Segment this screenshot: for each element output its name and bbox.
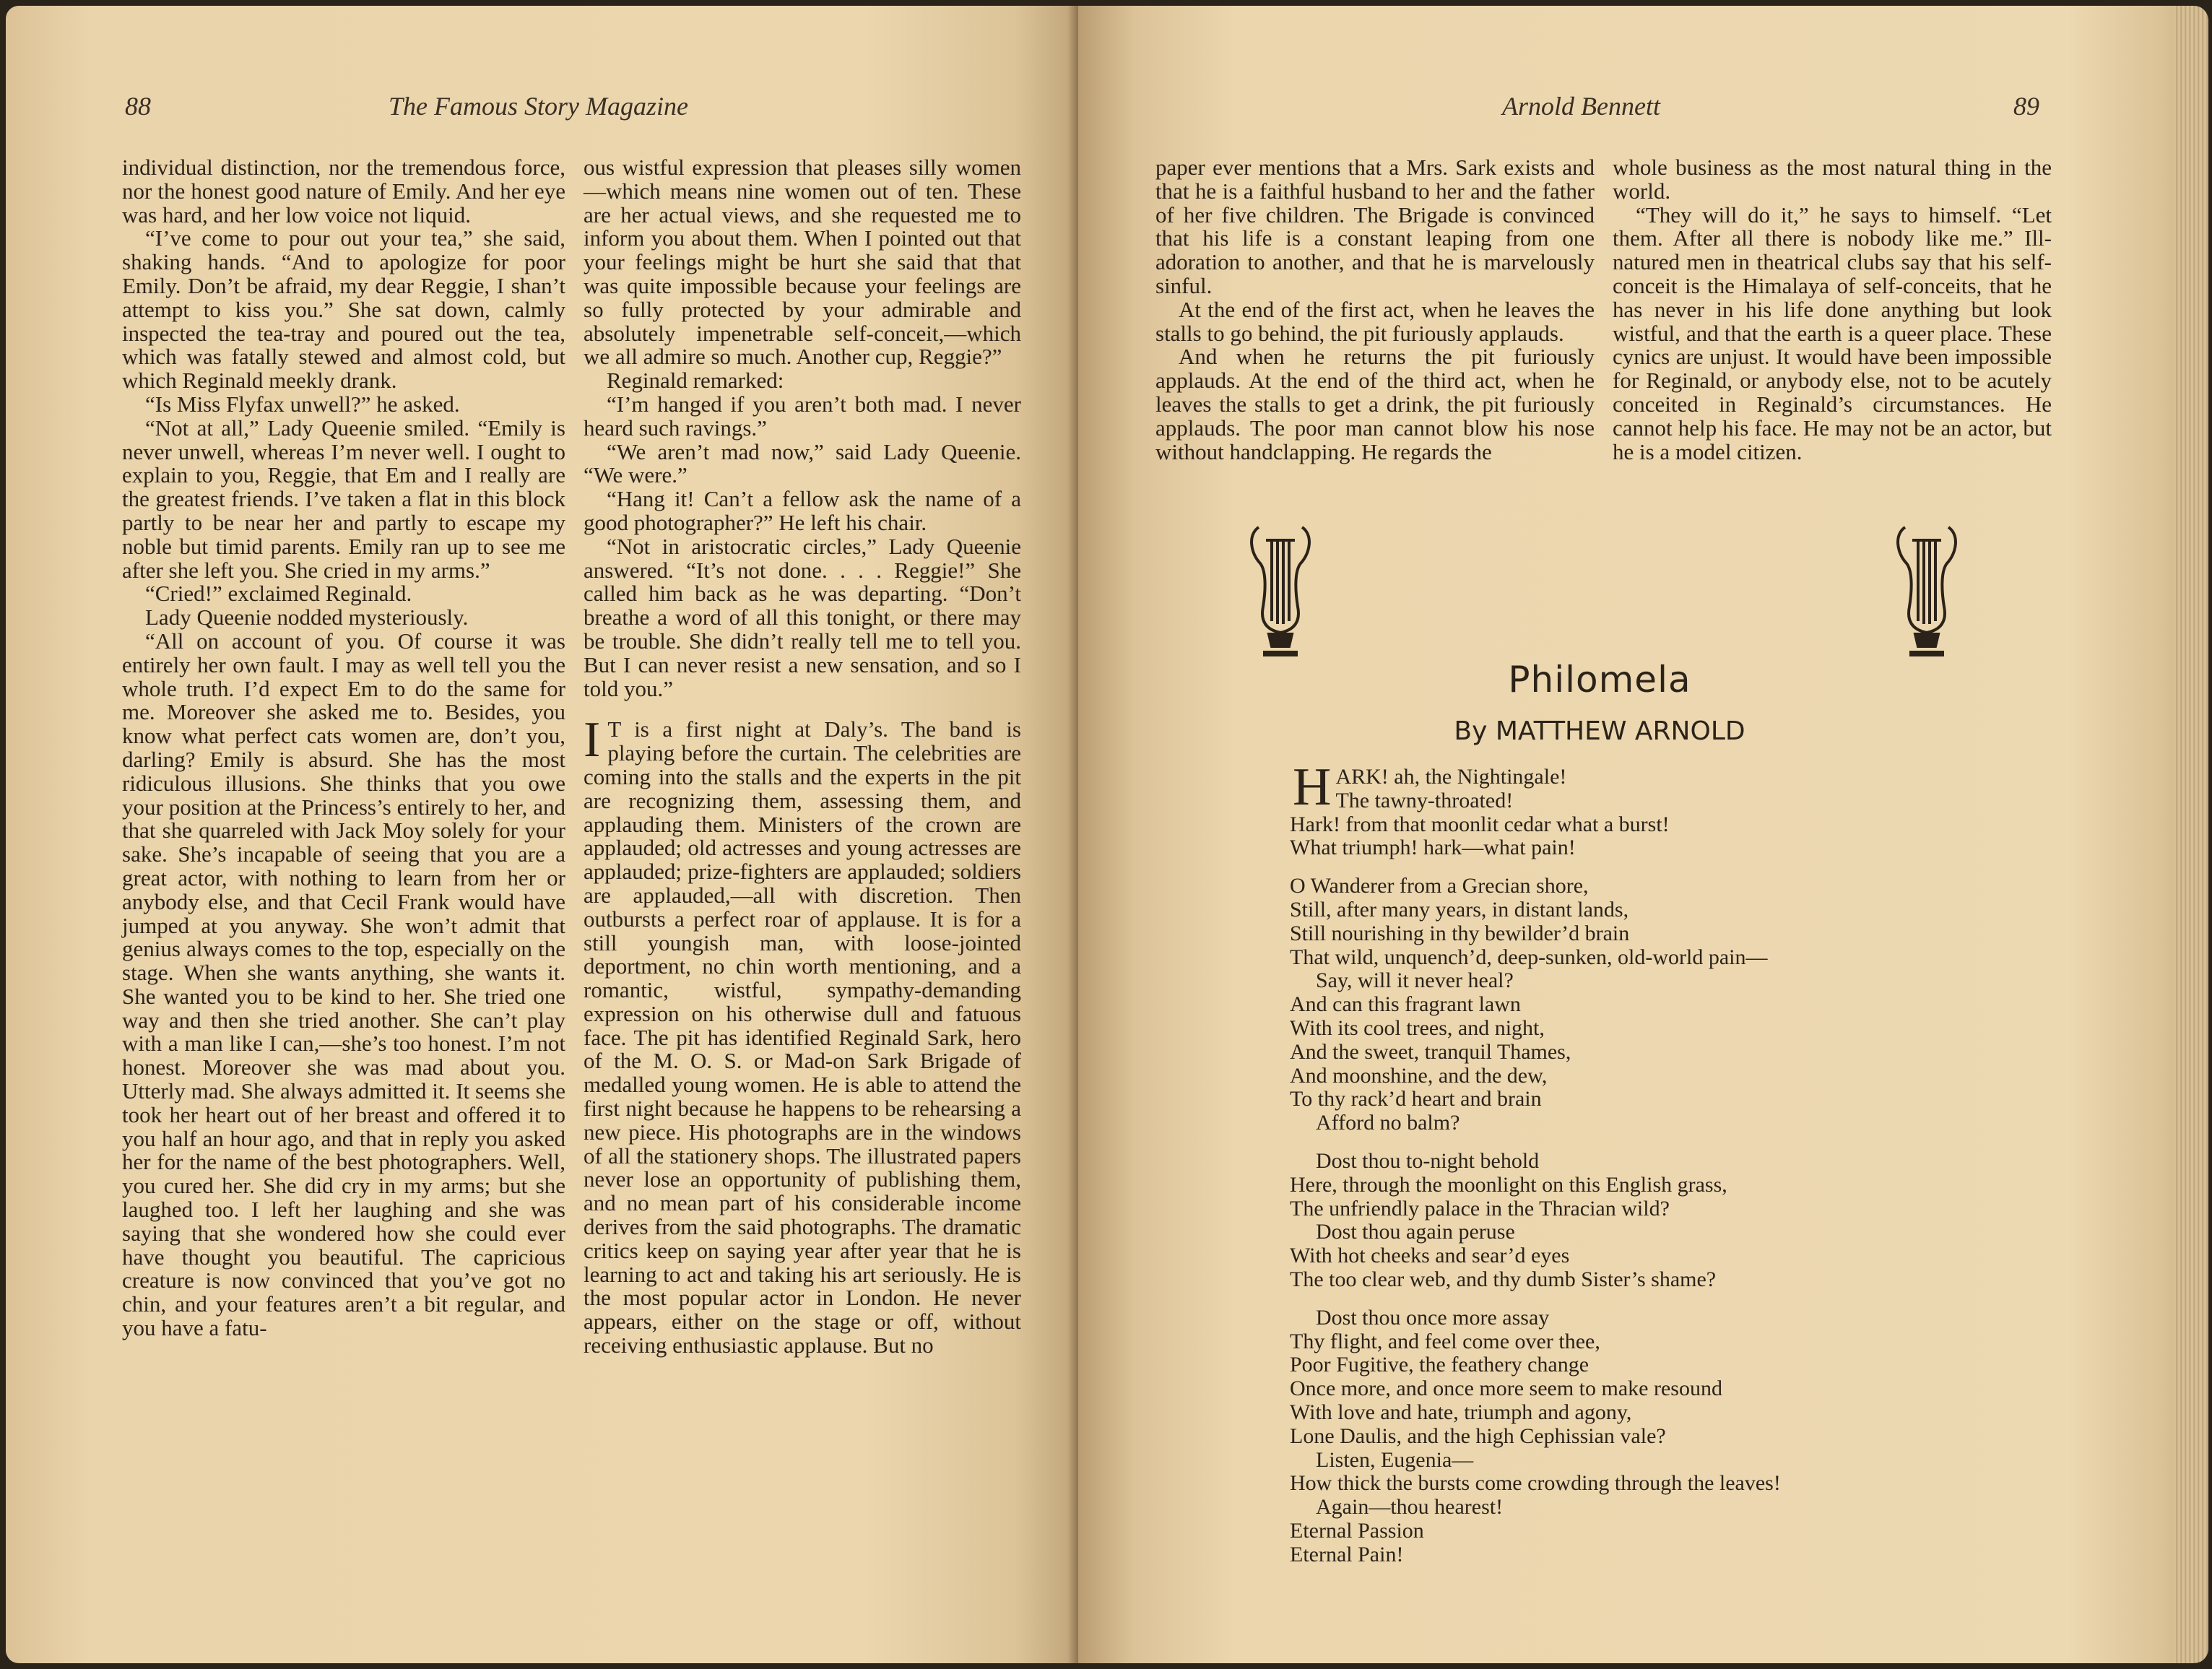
poem-line: Lone Daulis, and the high Cephissian vale?: [1290, 1423, 1666, 1448]
stanza-gap: [1290, 1292, 1781, 1306]
paragraph: paper ever mentions that a Mrs. Sark exists and that he is a faithful husband to her and the father of her five children. The Brigade is convinced that his life is a constant leaping from one adoration to another, and that he is marvelously sinful.: [1155, 155, 1595, 298]
poem-line: Hark! from that moonlit cedar what a burst!: [1290, 812, 1670, 836]
poem-line: And moonshine, and the dew,: [1290, 1063, 1548, 1088]
paragraph: “Is Miss Flyfax unwell?” he asked.: [145, 391, 460, 417]
right-column-1: [1155, 156, 1595, 464]
poem-line: And the sweet, tranquil Thames,: [1290, 1039, 1571, 1064]
poem-line: Dost thou to-night behold: [1316, 1148, 1540, 1173]
poem-drop-cap: H: [1293, 758, 1332, 817]
paragraph: individual distinction, nor the tremendous force, nor the honest good nature of Emily. And her eye was hard, and her low voice not liquid.: [122, 155, 565, 227]
poem-line: What triumph! hark—what pain!: [1290, 836, 1576, 860]
poem-line: Once more, and once more seem to make resound: [1290, 1377, 1722, 1401]
poem-line: ARK! ah, the Nightingale!: [1335, 765, 1567, 789]
poem-line: The too clear web, and thy dumb Sister’s shame?: [1290, 1267, 1717, 1291]
poem-line: Again—thou hearest!: [1316, 1495, 1504, 1520]
poem-line: Dost thou again peruse: [1316, 1220, 1515, 1244]
lyre-ornament-right-icon: [1891, 520, 1963, 664]
paragraph: whole business as the most natural thing in the world.: [1613, 155, 2052, 204]
paragraph: “I’ve come to pour out your tea,” she said, shaking hands. “And to apologize for poor Emily. Don’t be afraid, my dear Reggie, I shan’t attempt to kiss you.” She sat down, calmly inspected the tea-tray and poured out the tea, which was fatally stewed and almost cold, but which Reginald meekly drank.: [122, 225, 565, 394]
poem-line: Afford no balm?: [1316, 1111, 1460, 1135]
poem-line: The tawny-throated!: [1335, 788, 1514, 812]
poem-line: Dost thou once more assay: [1316, 1305, 1550, 1330]
paragraph: “We aren’t mad now,” said Lady Queenie. “We were.”: [584, 438, 1021, 488]
stanza-gap: [1290, 860, 1781, 875]
poem-title: Philomela: [1508, 659, 1691, 701]
poem-line: Say, will it never heal?: [1316, 968, 1514, 993]
poem-line: To thy rack’d heart and brain: [1290, 1087, 1542, 1111]
page-number-right: 89: [2013, 92, 2039, 121]
poem-line: Thy flight, and feel come over thee,: [1290, 1329, 1600, 1353]
poem-line: Listen, Eugenia—: [1316, 1447, 1474, 1472]
running-head-right: Arnold Bennett: [1502, 92, 1660, 121]
paragraph: “I’m hanged if you aren’t both mad. I never heard such ravings.”: [584, 391, 1021, 441]
left-page: [6, 6, 1078, 1663]
paragraph: “Not in aristocratic circles,” Lady Queenie answered. “It’s not done. . . . Reggie!” She called him back as he was departing. “Don’t breathe a word of all this tonight, or there may be trouble. She didn’t really tell me to tell you. But I can never resist a new sensation, and so I told you.”: [584, 533, 1021, 701]
paragraph: “Hang it! Can’t a fellow ask the name of a good photographer?” He left his chair.: [584, 486, 1021, 535]
page-number-left: 88: [125, 92, 151, 121]
poem-line: O Wanderer from a Grecian shore,: [1290, 874, 1589, 898]
poem-line: With hot cheeks and sear’d eyes: [1290, 1244, 1570, 1268]
poem-line: Still nourishing in thy bewilder’d brain: [1290, 921, 1630, 945]
poem-line: Poor Fugitive, the feathery change: [1290, 1353, 1589, 1377]
poem-line: Still, after many years, in distant lands,: [1290, 897, 1629, 922]
paragraph: “All on account of you. Of course it was entirely her own fault. I may as well tell you the whole truth. I’d expect Em to do the same for me. Moreover she asked me to. Besides, you know what perfect cats women are, don’t you, darling? Emily is absurd. She has the most ridiculous illusions. She thinks that you owe your position at the Princess’s entirely to her, and that she quarreled with Jack Moy solely for your sake. She’s incapable of seeing that you are a great actor, with nothing to learn from her or anybody else, and that Cecil Frank would have jumped at you anyway. She won’t admit that genius always comes to the top, especially on the stage. When she wants anything, she wants it. She wanted you to be kind to her. She tried one way and then she tried another. She can’t play with a man like I can,—she’s too honest. I’m not honest. Moreover she was mad about you. Utterly mad. She always admitted it. It seems she took her heart out of her breast and offered it to you half an hour ago, and that in reply you asked her for the name of the best photographers. Well, you cured her. She did cry in my arms; but she laughed too. I left her laughing and she was saying that she wondered how she could ever have thought you beautiful. The capricious creature is now convinced that you’ve got no chin, and your features aren’t a bit regular, and you have a fatu-: [122, 628, 565, 1341]
poem-line: The unfriendly palace in the Thracian wild?: [1290, 1196, 1670, 1221]
paragraph: And when he returns the pit furiously applauds. At the end of the third act, when he leaves the stalls to get a drink, the pit furiously applauds. The poor man cannot blow his nose without handclapping. He regards the: [1155, 344, 1595, 464]
poem-line: Eternal Pain!: [1290, 1542, 1404, 1566]
poem-line: With love and hate, triumph and agony,: [1290, 1400, 1632, 1424]
poem-body: [1290, 758, 1781, 1567]
book-page-edges: [2174, 6, 2208, 1663]
stanza-gap: [1290, 1135, 1781, 1150]
paragraph: Reginald remarked:: [607, 368, 784, 394]
poem-line: And can this fragrant lawn: [1290, 992, 1521, 1017]
poem-line: How thick the bursts come crowding through the leaves!: [1290, 1471, 1781, 1496]
left-column-2-upper: [584, 156, 1021, 701]
paragraph: At the end of the first act, when he leaves the stalls to go behind, the pit furiously applauds.: [1155, 296, 1595, 346]
poem-line: Eternal Passion: [1290, 1518, 1424, 1543]
paragraph: Lady Queenie nodded mysteriously.: [145, 604, 469, 630]
section-paragraph-text: T is a first night at Daly’s. The band is playing before the curtain. The celebrities are coming into the stalls and the experts in the pit are recognizing them, assessing them, and applauding them. Ministers of the crown are applauded; old actresses and young actresses are applauded; prize-fighters are applauded; soldiers are applauded,—all with discretion. Then outbursts a perfect roar of applause. It is for a still youngish man, with loose-jointed deportment, no chin worth mentioning, and a romantic, wistful, sympathy-demanding expression on his otherwise dull and fatuous face. The pit has identified Reginald Sark, hero of the M. O. S. or Mad-on Sark Brigade of medalled young women. He is able to attend the first night because he happens to be rehearsing a new piece. His photographs are in the windows of all the stationery shops. The illustrated papers never lose an opportunity of publishing them, and no mean part of his considerable income derives from the said photographs. The dramatic critics keep on saying year after year that he is learning to act and taking his art seriously. He is the most popular actor in London. He never appears, either on the stage or off, without receiving enthusiastic applause. But no: [584, 716, 1021, 1358]
right-column-2: [1613, 156, 2052, 464]
running-head-left: The Famous Story Magazine: [389, 92, 688, 121]
section-break-paragraph: [584, 712, 1021, 1358]
lyre-ornament-left-icon: [1244, 520, 1317, 664]
drop-cap-letter: I: [584, 712, 601, 768]
left-column-1: [122, 156, 565, 1340]
poem-byline: By MATTHEW ARNOLD: [1454, 716, 1745, 746]
poem-line: With its cool trees, and night,: [1290, 1015, 1545, 1040]
paragraph: “They will do it,” he says to himself. “Let them. After all there is nobody like me.” Ill-natured men in theatrical clubs say that his self-conceit is the Himalaya of self-conceits, that he has never in his life done anything but look wistful, and that the earth is a queer place. These cynics are unjust. It would have been impossible for Reginald, or anybody else, not to be acutely conceited in Reginald’s circumstances. He cannot help his face. He may not be an actor, but he is a model citizen.: [1613, 201, 2052, 464]
paragraph: “Cried!” exclaimed Reginald.: [145, 581, 412, 607]
left-column-2: [584, 156, 1021, 1358]
poem-line: Here, through the moonlight on this English grass,: [1290, 1172, 1727, 1197]
poem-line: That wild, unquench’d, deep-sunken, old-world pain—: [1290, 945, 1768, 969]
paragraph: “Not at all,” Lady Queenie smiled. “Emily is never unwell, whereas I’m never well. I ought to explain to you, Reggie, that Em and I really are the greatest friends. I’ve taken a flat in this block partly to be near her and partly to escape my noble but timid parents. Emily ran up to see me after she left you. She cried in my arms.”: [122, 415, 565, 583]
paragraph: ous wistful expression that pleases silly women—which means nine women out of ten. These are her actual views, and she requested me to inform you about them. When I pointed out that your feelings might be hurt she said that that was quite impossible because your feelings are so fully protected by your admirable and absolutely impenetrable self-conceit,—which we all admire so much. Another cup, Reggie?”: [584, 155, 1021, 370]
